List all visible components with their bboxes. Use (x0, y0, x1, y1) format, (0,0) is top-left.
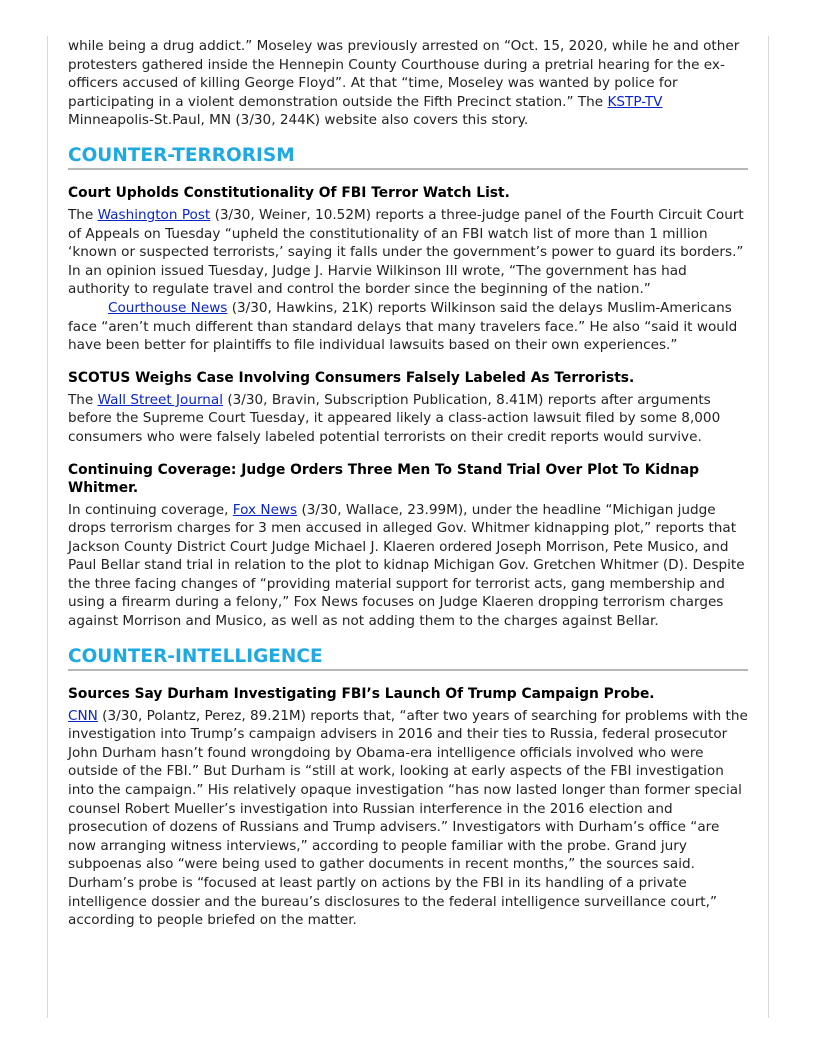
section-title-counter-terrorism: COUNTER-TERRORISM (68, 145, 748, 170)
left-border-line (47, 36, 48, 1018)
cnn-link[interactable]: CNN (68, 707, 98, 724)
article-headline: Sources Say Durham Investigating FBI’s Launch Of Trump Campaign Probe. (68, 685, 655, 702)
article-paragraph: CNN (3/30, Polantz, Perez, 89.21M) reports that, “after two years of searching for problems with the investigation into Trump’s campaign advisers in 2016 and their ties to Russia, federal prosecutor John Durham hasn’t found wrongdoing by Obama-era intelligence officials involved who were outside of the FBI.” But Durham is “still at work, looking at early aspects of the FBI investigation into the campaign.” His relatively opaque investigation “has now lasted longer than former special counsel Robert Mueller’s investigation into Russian interference in the 2016 election and prosecution of dozens of Russians and Trump advisers.” Investigators with Durham’s office “are now arranging witness interviews,” according to people familiar with the probe. Grand jury subpoenas also “were being used to gather documents in recent months,” the sources said. Durham’s probe is “focused at least partly on actions by the FBI in its handling of a private intelligence dossier and the bureau’s disclosures to the federal intelligence surveillance court,” according to people briefed on the matter. (68, 707, 748, 929)
article-paragraph: In continuing coverage, Fox News (3/30, Wallace, 23.99M), under the headline “Michigan judge drops terrorism charges for 3 men accused in alleged Gov. Whitmer kidnapping plot,” reports that Jackson County District Court Judge Michael J. Klaeren ordered Joseph Morrison, Pete Musico, and Paul Bellar stand trial in relation to the plot to kidnap Michigan Gov. Gretchen Whitmer (D). Despite the three facing changes of “providing material support for terrorist acts, gang membership and using a firearm during a felony,” Fox News focuses on Judge Klaeren dropping terrorism charges against Morrison and Musico, as well as not adding them to the charges against Bellar. (68, 501, 745, 630)
document-content (68, 37, 748, 930)
kstp-link[interactable]: KSTP-TV (607, 93, 663, 110)
intro-paragraph: while being a drug addict.” Moseley was previously arrested on “Oct. 15, 2020, while he and other protesters gathered inside the Hennepin County Courthouse during a pretrial hearing for the ex-officers accused of killing George Floyd”. At that “time, Moseley was wanted by police for participating in a violent demonstration outside the Fifth Precinct station.” The KSTP-TV Minneapolis-St.Paul, MN (3/30, 244K) website also covers this story. (68, 38, 740, 129)
article-paragraph: Courthouse News (3/30, Hawkins, 21K) reports Wilkinson said the delays Muslim-Americans face “aren’t much different than standard delays that many travelers face.” He also “said it would have been better for plaintiffs to file individual lawsuits based on their own experiences.” (68, 299, 738, 354)
fox-news-link[interactable]: Fox News (232, 501, 298, 518)
article-paragraph: The Washington Post (3/30, Weiner, 10.52M) reports a three-judge panel of the Fourth Circuit Court of Appeals on Tuesday “upheld the constitutionality of an FBI watch list of more than 1 million ‘known or suspected terrorists,’ saying it falls under the government’s power to guard its borders.” In an opinion issued Tuesday, Judge J. Harvie Wilkinson III wrote, “The government has had authority to regulate travel and control the border since the beginning of the nation.” (68, 206, 744, 298)
courthouse-news-link[interactable]: Courthouse News (108, 299, 228, 316)
article-headline: Court Upholds Constitutionality Of FBI Terror Watch List. (68, 184, 510, 201)
wall-street-journal-link[interactable]: Wall Street Journal (97, 391, 224, 408)
section-title-counter-intelligence: COUNTER-INTELLIGENCE (68, 646, 748, 671)
article-paragraph: The Wall Street Journal (3/30, Bravin, Subscription Publication, 8.41M) reports after arguments before the Supreme Court Tuesday, it appeared likely a class-action lawsuit filed by some 8,000 consumers who were falsely labeled potential terrorists on their credit reports would survive. (68, 391, 721, 445)
washington-post-link[interactable]: Washington Post (97, 206, 211, 223)
article-headline: SCOTUS Weighs Case Involving Consumers Falsely Labeled As Terrorists. (68, 369, 635, 386)
article-headline: Continuing Coverage: Judge Orders Three Men To Stand Trial Over Plot To Kidnap Whitmer. (68, 461, 700, 496)
right-border-line (768, 36, 769, 1018)
